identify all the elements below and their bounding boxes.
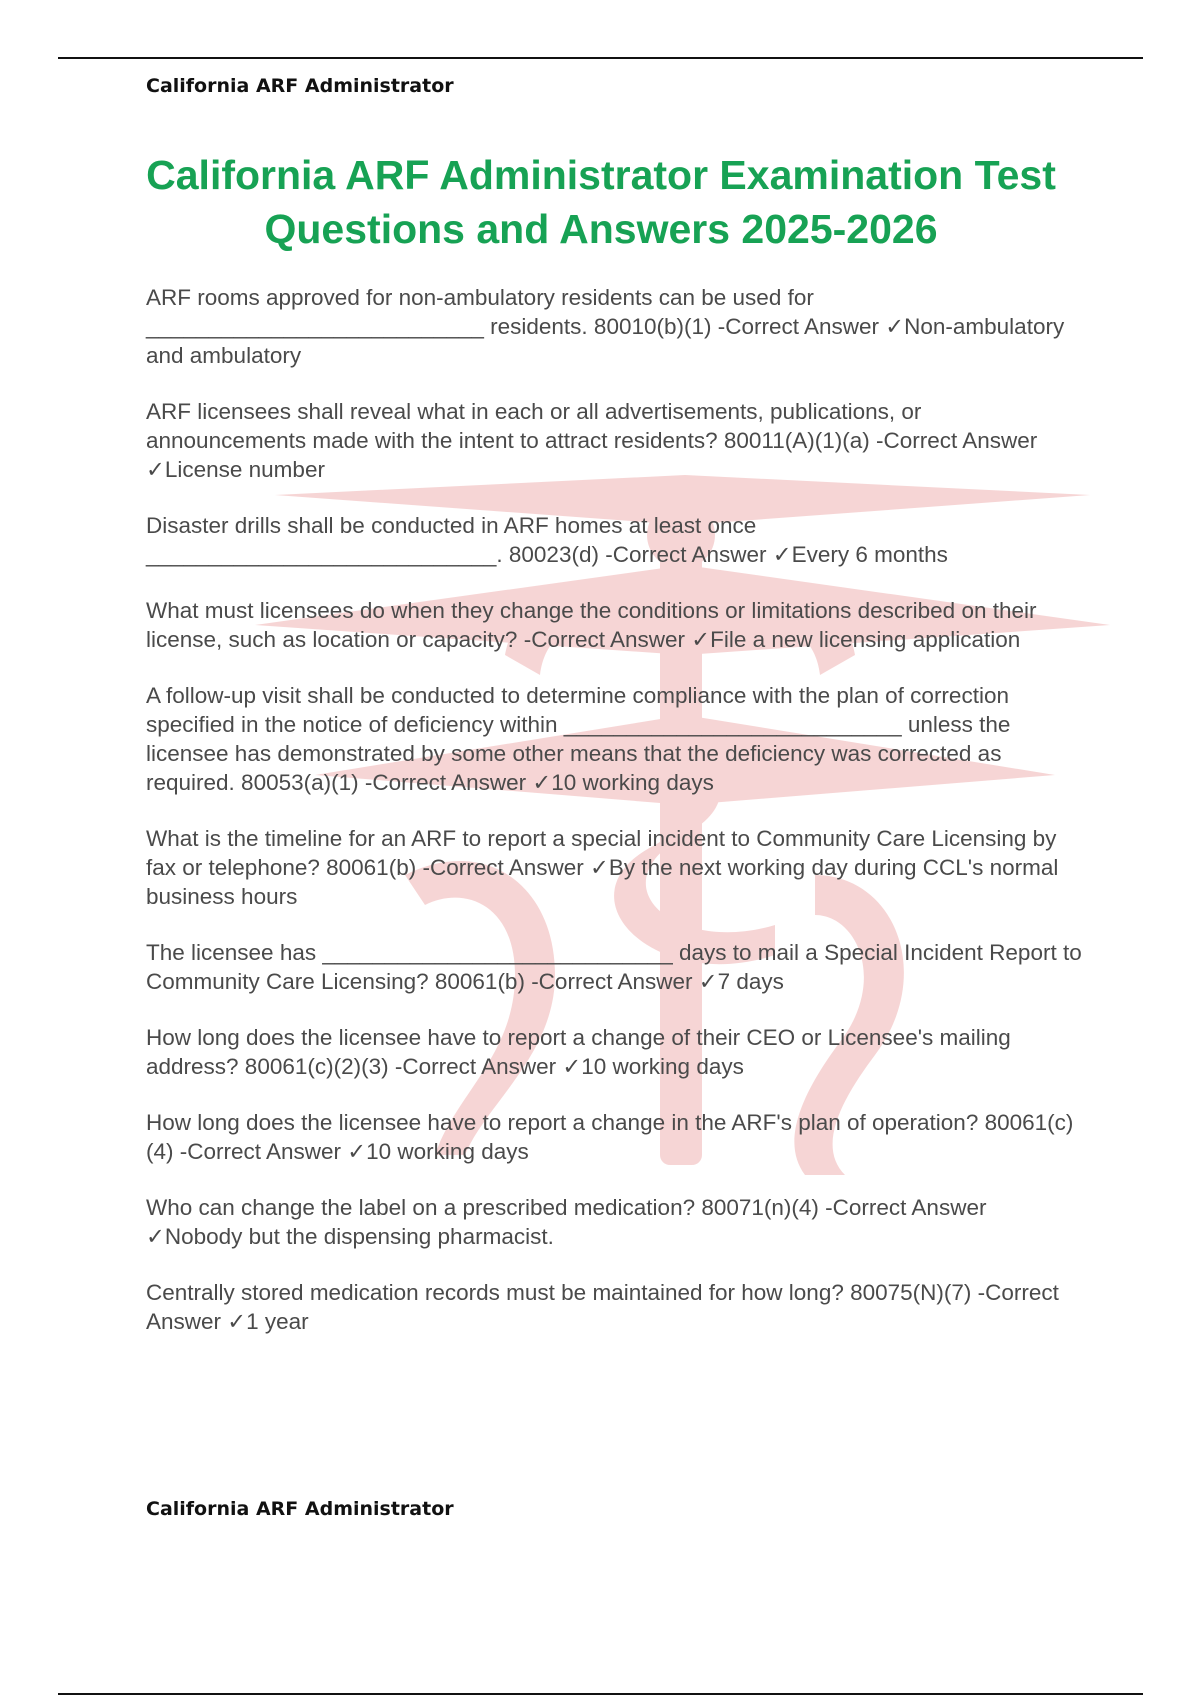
question-7-answer: days to mail a Special Incident Report to Community Care Licensing? 80061(b) -Correct Answer ✓7 days [146, 940, 1082, 994]
question-4 [146, 596, 1086, 654]
question-5-answer: unless the licensee has demonstrated by some other means that the deficiency was corrected as required. 80053(a)(1) -Correct Answer ✓10 working days [146, 712, 1011, 795]
question-3-text: Disaster drills shall be conducted in ARF homes at least once [146, 513, 757, 538]
question-6-text: What is the timeline for an ARF to report a special incident to Community Care Licensing by fax or telephone? 80061(b) -Correct Answer ✓By the next working day during CCL's normal business hours [146, 826, 1059, 909]
question-answer-list [146, 283, 1086, 1363]
question-9-text: How long does the licensee have to report a change in the ARF's plan of operation? 80061(c)(4) -Correct Answer ✓10 working days [146, 1110, 1074, 1164]
question-3 [146, 511, 1086, 569]
running-header: California ARF Administrator [146, 75, 454, 97]
question-1-blank: ___________________________ [146, 314, 484, 339]
question-7 [146, 938, 1086, 996]
document-title-line-1: California ARF Administrator Examination Test [146, 152, 1056, 198]
question-10-text: Who can change the label on a prescribed medication? 80071(n)(4) -Correct Answer ✓Nobody but the dispensing pharmacist. [146, 1195, 987, 1249]
question-11-text: Centrally stored medication records must be maintained for how long? 80075(N)(7) -Correct Answer ✓1 year [146, 1280, 1059, 1334]
question-10 [146, 1193, 1086, 1251]
question-3-blank: ____________________________ [146, 542, 497, 567]
bottom-rule [58, 1693, 1143, 1695]
question-2 [146, 397, 1086, 484]
question-5-text: A follow-up visit shall be conducted to determine compliance with the plan of correction specified in the notice of deficiency within [146, 683, 1009, 737]
question-5 [146, 681, 1086, 797]
document-title-line-2: Questions and Answers 2025-2026 [264, 206, 938, 252]
question-8-text: How long does the licensee have to report a change of their CEO or Licensee's mailing address? 80061(c)(2)(3) -Correct Answer ✓10 working days [146, 1025, 1011, 1079]
question-7-text: The licensee has [146, 940, 323, 965]
question-6 [146, 824, 1086, 911]
question-8 [146, 1023, 1086, 1081]
question-5-blank: ___________________________ [563, 712, 902, 737]
question-1 [146, 283, 1086, 370]
question-1-text: ARF rooms approved for non-ambulatory residents can be used for [146, 285, 814, 310]
question-1-answer: residents. 80010(b)(1) -Correct Answer ✓Non-ambulatory and ambulatory [146, 314, 1065, 368]
top-rule [58, 57, 1143, 59]
question-2-text: ARF licensees shall reveal what in each or all advertisements, publications, or announcements made with the intent to attract residents? 80011(A)(1)(a) -Correct Answer ✓License number [146, 399, 1038, 482]
question-7-blank: ____________________________ [322, 940, 673, 965]
question-11 [146, 1278, 1086, 1336]
question-4-text: What must licensees do when they change the conditions or limitations described on their license, such as location or capacity? -Correct Answer ✓File a new licensing application [146, 598, 1037, 652]
question-9 [146, 1108, 1086, 1166]
question-3-answer: . 80023(d) -Correct Answer ✓Every 6 months [496, 542, 948, 567]
document-title [146, 148, 1056, 256]
running-footer: California ARF Administrator [146, 1498, 454, 1520]
